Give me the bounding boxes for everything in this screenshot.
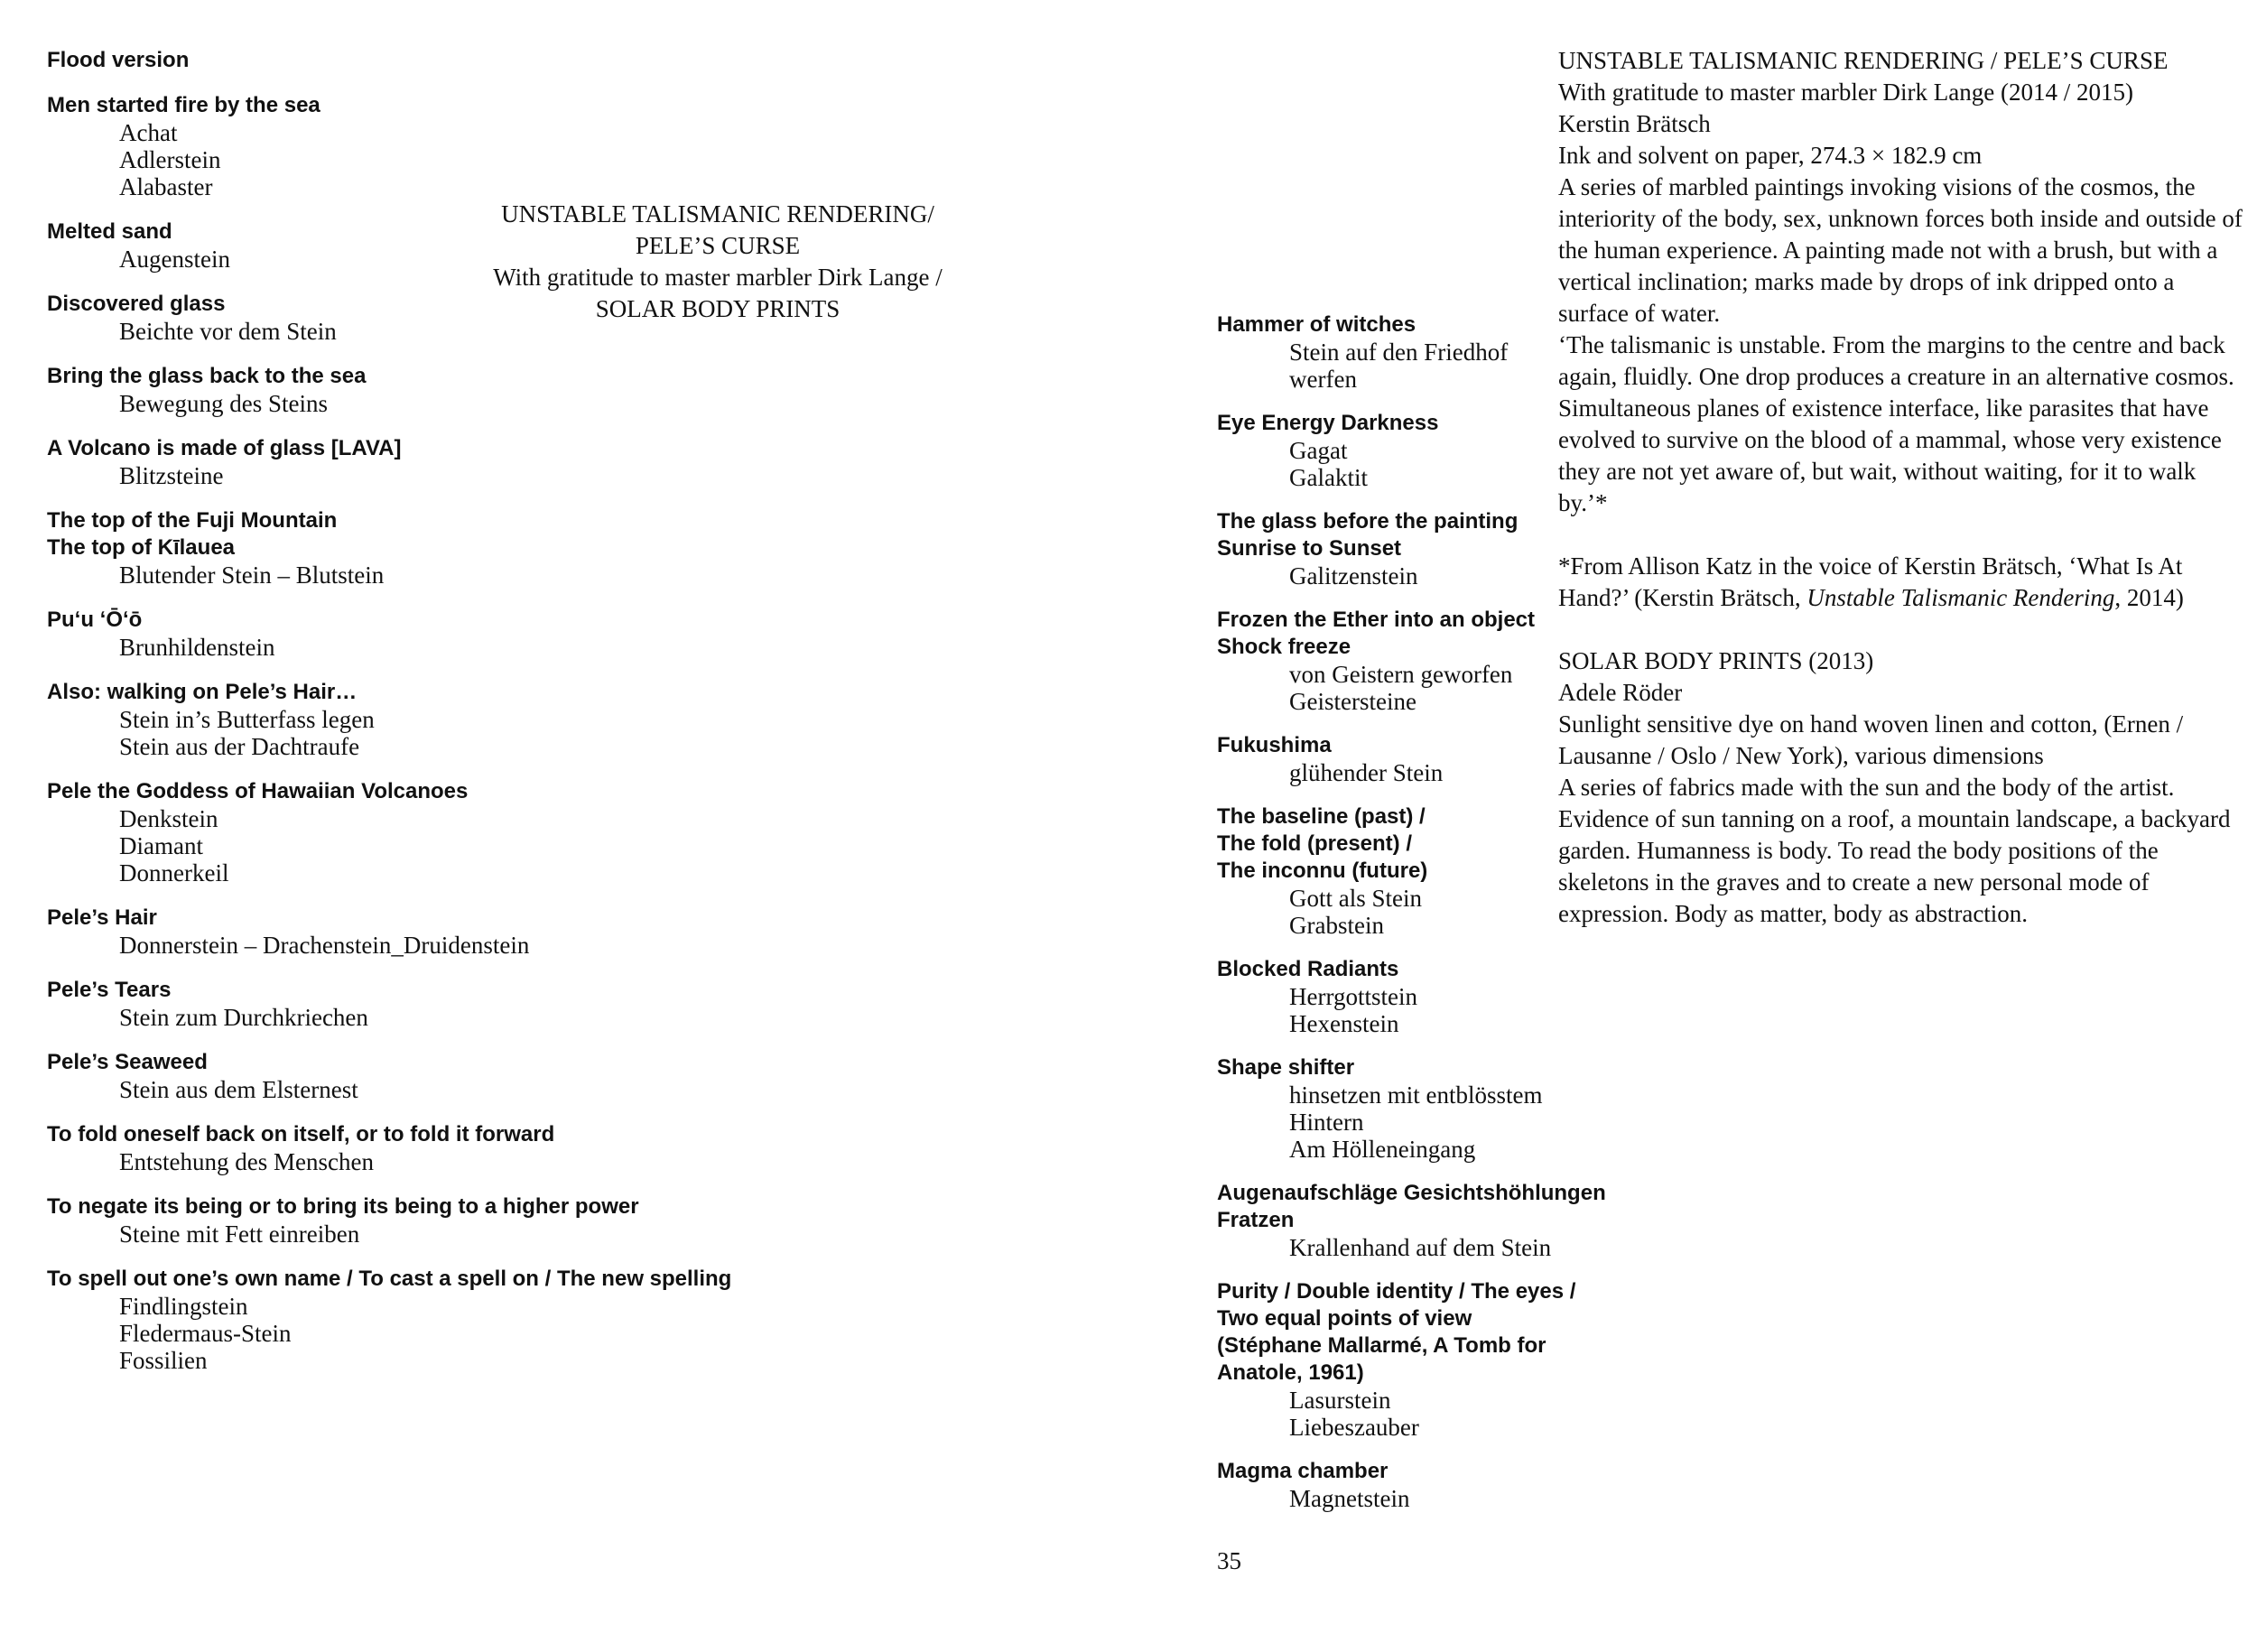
work2-title: SOLAR BODY PRINTS (2013) (1558, 647, 1874, 674)
stone-name: Galitzenstein (1289, 562, 1418, 589)
list-item (47, 905, 859, 959)
list-item (47, 778, 859, 886)
stone-name: Krallenhand auf dem Stein (1289, 1234, 1552, 1261)
list-item (1217, 1278, 1614, 1441)
stone-name: Gott als Stein (1289, 885, 1422, 912)
entry-heading: To negate its being or to bring its being to a higher power (47, 1194, 639, 1219)
entry-heading: Frozen the Ether into an object (1217, 608, 1536, 632)
paragraph-gap (1558, 519, 2244, 551)
entry-heading: Pele’s Tears (47, 978, 172, 1002)
entry-heading: Pele’s Hair (47, 905, 157, 930)
entry-heading: Sunrise to Sunset (1217, 536, 1402, 561)
entry-heading: To fold oneself back on itself, or to fold it forward (47, 1122, 555, 1146)
stone-name: Bewegung des Steins (119, 390, 328, 417)
work1-quote: ‘The talismanic is unstable. From the margins to the centre and back again, fluidly. One drop produces a creature in an alternative cosmos. Simultaneous planes of existence interface, like parasites that have evolved to survive on the blood of a mammal, whose very existence they are not yet aware of, but wait, without waiting, for it to walk by.’* (1558, 331, 2234, 516)
list-item (1217, 1458, 1614, 1512)
stone-name: Liebeszauber (1289, 1414, 1419, 1441)
stone-name: Achat (119, 119, 178, 146)
page-number: 35 (1217, 1547, 1241, 1574)
stone-name: hinsetzen mit entblösstem (1289, 1081, 1543, 1109)
stone-name: werfen (1289, 366, 1357, 393)
entry-heading: The top of Kīlauea (47, 535, 236, 560)
section-label (47, 47, 859, 74)
list-item (1217, 803, 1614, 939)
list-item (47, 1193, 859, 1248)
stone-name: Blitzsteine (119, 462, 224, 489)
list-item (47, 1121, 859, 1175)
exhibition-title-block (442, 199, 993, 325)
stone-name: Stein auf den Friedhof (1289, 339, 1509, 366)
stone-name: Fossilien (119, 1347, 208, 1374)
entry-heading: A Volcano is made of glass [LAVA] (47, 436, 402, 460)
stone-name: Adlerstein (119, 146, 221, 173)
footnote-text-b: , 2014) (2114, 584, 2184, 611)
stone-name: Beichte vor dem Stein (119, 318, 337, 345)
footnote-text-a: *From Allison Katz in the voice of Kerstin Brätsch, ‘What Is At Hand?’ (Kerstin Brätsch, (1558, 552, 2183, 611)
list-item (1217, 311, 1614, 393)
stone-name: von Geistern geworfen (1289, 661, 1513, 688)
entry-heading: The top of the Fuji Mountain (47, 508, 338, 533)
stone-name: Stein zum Durchkriechen (119, 1004, 368, 1031)
entry-heading: The fold (present) / (1217, 831, 1412, 856)
footnote-italic-title: Unstable Talismanic Rendering (1807, 584, 2115, 611)
stone-name: Stein in’s Butterfass legen (119, 706, 375, 733)
work1-title: UNSTABLE TALISMANIC RENDERING / PELE’S CURSE (1558, 47, 2169, 74)
stone-name: Magnetstein (1289, 1485, 1410, 1512)
title-line: With gratitude to master marbler Dirk Lange / (493, 264, 943, 291)
stone-name: Donnerkeil (119, 859, 229, 886)
stone-name: Gagat (1289, 437, 1348, 464)
stone-name: Am Hölleneingang (1289, 1136, 1476, 1163)
entry-heading: Shape shifter (1217, 1055, 1355, 1080)
work1-credit: With gratitude to master marbler Dirk Lange (2014 / 2015) (1558, 79, 2133, 106)
stone-name: Brunhildenstein (119, 634, 275, 661)
list-item (1217, 1054, 1614, 1163)
entry-heading: The inconnu (future) (1217, 858, 1428, 883)
stone-name: Lasurstein (1289, 1387, 1391, 1414)
artwork-info-block (1558, 45, 2244, 930)
entry-heading: Pele’s Seaweed (47, 1050, 208, 1074)
right-page-column (1217, 311, 1614, 1529)
list-item (1217, 607, 1614, 715)
work1-description: A series of marbled paintings invoking visions of the cosmos, the interiority of the body, sex, unknown forces both inside and outside of the human experience. A painting made not with a brush, but with a vertical inclination; marks made by drops of ink dripped onto a surface of water. (1558, 173, 2243, 327)
list-item (47, 679, 859, 760)
entry-heading: Puʻu ʻŌʻō (47, 608, 143, 632)
stone-name: Entstehung des Menschen (119, 1148, 374, 1175)
entry-heading: Men started fire by the sea (47, 93, 320, 117)
stone-name: Herrgottstein (1289, 983, 1417, 1010)
entry-heading: Shock freeze (1217, 635, 1351, 659)
entry-heading: Melted sand (47, 219, 172, 244)
stone-name: Blutender Stein – Blutstein (119, 561, 385, 589)
section-label-text: Flood version (47, 48, 190, 72)
list-item (47, 435, 859, 489)
stone-name: Grabstein (1289, 912, 1384, 939)
stone-name: Findlingstein (119, 1293, 248, 1320)
entry-heading: The glass before the painting (1217, 509, 1519, 534)
list-item (1217, 410, 1614, 491)
work2-artist: Adele Röder (1558, 679, 1683, 706)
stone-name: Hexenstein (1289, 1010, 1399, 1037)
entry-heading: Discovered glass (47, 292, 226, 316)
list-item (1217, 1180, 1614, 1261)
entry-heading: Fratzen (1217, 1208, 1295, 1232)
stone-name: Galaktit (1289, 464, 1368, 491)
stone-name: Geistersteine (1289, 688, 1416, 715)
work1-medium: Ink and solvent on paper, 274.3 × 182.9 cm (1558, 142, 1983, 169)
stone-name: Alabaster (119, 173, 213, 200)
entry-heading: Also: walking on Pele’s Hair… (47, 680, 358, 704)
list-item (47, 977, 859, 1031)
stone-name: glühender Stein (1289, 759, 1444, 786)
list-item (1217, 508, 1614, 589)
stone-name: Denkstein (119, 805, 218, 832)
stone-name: Diamant (119, 832, 203, 859)
stone-name: Hintern (1289, 1109, 1364, 1136)
entry-heading: Two equal points of view (1217, 1306, 1472, 1331)
stone-name: Donnerstein – Drachenstein_Druidenstein (119, 932, 530, 959)
footnote (1558, 551, 2244, 614)
entry-heading: Purity / Double identity / The eyes / (1217, 1279, 1576, 1304)
entry-heading: Augenaufschläge Gesichtshöhlungen (1217, 1181, 1606, 1205)
entry-heading: Pele the Goddess of Hawaiian Volcanoes (47, 779, 469, 803)
entry-heading: Blocked Radiants (1217, 957, 1399, 981)
list-item (47, 363, 859, 417)
entry-heading: Fukushima (1217, 733, 1332, 757)
work2-description: A series of fabrics made with the sun and the body of the artist. Evidence of sun tanning on a roof, a mountain landscape, a backyard garden. Humanness is body. To read the body positions of the skeletons in the graves and to create a new personal mode of expression. Body as matter, body as abstraction. (1558, 774, 2231, 927)
entry-heading: To spell out one’s own name / To cast a spell on / The new spelling (47, 1267, 732, 1291)
entry-heading: Hammer of witches (1217, 312, 1416, 337)
right-entry-list (1217, 311, 1614, 1512)
list-item (47, 607, 859, 661)
stone-name: Stein aus dem Elsternest (119, 1076, 358, 1103)
entry-heading: Magma chamber (1217, 1459, 1389, 1483)
paragraph-gap (1558, 614, 2244, 645)
entry-heading: (Stéphane Mallarmé, A Tomb for Anatole, 1961) (1217, 1333, 1546, 1385)
work1-artist: Kerstin Brätsch (1558, 110, 1711, 137)
list-item (47, 507, 859, 589)
list-item (47, 1266, 859, 1374)
stone-name: Steine mit Fett einreiben (119, 1220, 360, 1248)
stone-name: Stein aus der Dachtraufe (119, 733, 360, 760)
list-item (47, 1049, 859, 1103)
entry-heading: Eye Energy Darkness (1217, 411, 1439, 435)
entry-heading: The baseline (past) / (1217, 804, 1426, 829)
entry-heading: Bring the glass back to the sea (47, 364, 367, 388)
list-item (1217, 956, 1614, 1037)
title-line: SOLAR BODY PRINTS (595, 295, 841, 322)
list-item (1217, 732, 1614, 786)
stone-name: Fledermaus-Stein (119, 1320, 292, 1347)
title-line: UNSTABLE TALISMANIC RENDERING/ (501, 200, 934, 227)
title-line: PELE’S CURSE (635, 232, 801, 259)
work2-medium: Sunlight sensitive dye on hand woven linen and cotton, (Ernen / Lausanne / Oslo / New York), various dimensions (1558, 710, 2184, 769)
stone-name: Augenstein (119, 246, 230, 273)
list-item (47, 92, 859, 200)
